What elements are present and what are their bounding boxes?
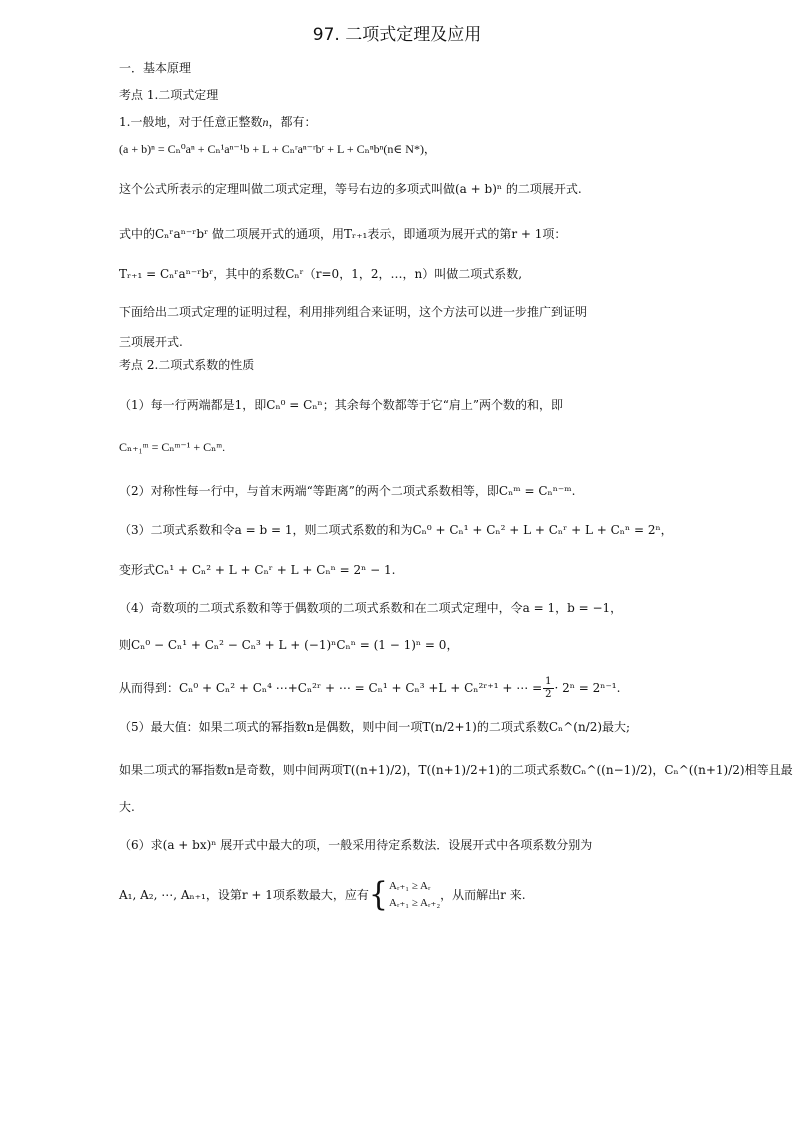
section-heading-point1: 考点 1.二项式定理 bbox=[119, 88, 219, 102]
fraction-one-half: $\frac{1}{2}$ bbox=[545, 676, 552, 700]
property-4-line2: 则Cₙ⁰ − Cₙ¹ + Cₙ² − Cₙ³ + L + (−1)ⁿCₙⁿ = (1 − 1)ⁿ = 0， bbox=[119, 638, 459, 652]
property-5-line3: 大. bbox=[119, 800, 135, 814]
property-4-line3 bbox=[119, 676, 620, 701]
left-brace-icon: { bbox=[368, 875, 388, 914]
text-lead: 从而得到：Cₙ⁰ + Cₙ² + Cₙ⁴ ⋯+Cₙ²ʳ + ⋯ = Cₙ¹ + Cₙ³ +L + Cₙ²ʳ⁺¹ + ⋯ = bbox=[119, 681, 543, 695]
property-5-line1: （5）最大值：如果二项式的幂指数n是偶数，则中间一项T(n/2+1)的二项式系数Cₙ^(n/2)最大; bbox=[119, 720, 631, 734]
paragraph-general-term: 式中的Cₙʳaⁿ⁻ʳbʳ 做二项展开式的通项，用Tᵣ₊₁表示，即通项为展开式的第r + 1项： bbox=[119, 227, 567, 241]
property-1-line1: （1）每一行两端都是1，即Cₙ⁰ = Cₙⁿ；其余每个数都等于它“肩上”两个数的和，即 bbox=[119, 398, 563, 412]
binomial-theorem-formula: (a + b)ⁿ = Cₙ⁰aⁿ + Cₙ¹aⁿ⁻¹b + L + Cₙʳaⁿ⁻ʳbʳ + L + Cₙⁿbⁿ(n∈ N*)， bbox=[119, 142, 436, 156]
page-title: 97. 二项式定理及应用 bbox=[312, 25, 482, 45]
property-3-sum-line2: 变形式Cₙ¹ + Cₙ² + L + Cₙʳ + L + Cₙⁿ = 2ⁿ − 1. bbox=[119, 563, 396, 577]
text-tail: · 2ⁿ = 2ⁿ⁻¹. bbox=[554, 681, 621, 695]
text-tail: ，从而解出r 来. bbox=[440, 888, 526, 902]
property-1-formula: Cₙ₊₁ᵐ = Cₙᵐ⁻¹ + Cₙᵐ. bbox=[119, 440, 226, 454]
property-6-line1: （6）求(a + bx)ⁿ 展开式中最大的项，一般采用待定系数法．设展开式中各项系数分别为 bbox=[119, 838, 593, 852]
section-heading-point2: 考点 2.二项式系数的性质 bbox=[119, 358, 255, 372]
property-3-sum-line1: （3）二项式系数和令a = b = 1，则二项式系数的和为Cₙ⁰ + Cₙ¹ + Cₙ² + L + Cₙʳ + L + Cₙⁿ = 2ⁿ， bbox=[119, 523, 673, 537]
paragraph-theorem-name: 这个公式所表示的定理叫做二项式定理，等号右边的多项式叫做(a + b)ⁿ 的二项展开式. bbox=[119, 182, 582, 196]
text-tail: ，都有： bbox=[268, 115, 317, 129]
section-heading-basic-principle: 一．基本原理 bbox=[119, 61, 192, 75]
paragraph-proof-note-line2: 三项展开式. bbox=[119, 335, 183, 349]
math-n: n bbox=[262, 115, 269, 129]
paragraph-general-statement bbox=[119, 116, 316, 128]
text-lead: 1.一般地，对于任意正整数 bbox=[119, 115, 263, 129]
text-lead: A₁, A₂, ⋯, Aₙ₊₁，设第r + 1项系数最大，应有 bbox=[119, 888, 369, 902]
property-2-symmetry: （2）对称性每一行中，与首末两端“等距离”的两个二项式系数相等，即Cₙᵐ = Cₙⁿ⁻ᵐ. bbox=[119, 484, 576, 498]
paragraph-binomial-coefficient: Tᵣ₊₁ = Cₙʳaⁿ⁻ʳbʳ，其中的系数Cₙʳ（r=0，1，2，…，n）叫做二项式系数, bbox=[119, 267, 523, 281]
property-5-line2: 如果二项式的幂指数n是奇数，则中间两项T((n+1)/2)，T((n+1)/2+1)的二项式系数Cₙ^((n−1)/2)，Cₙ^((n+1)/2)相等且最 bbox=[119, 763, 793, 777]
property-4-line1: （4）奇数项的二项式系数和等于偶数项的二项式系数和在二项式定理中，令a = 1，b = −1， bbox=[119, 601, 623, 615]
inequality-system: Aᵣ₊₁ ≥ Aᵣ Aᵣ₊₁ ≥ Aᵣ₊₂ bbox=[389, 880, 441, 909]
paragraph-proof-note-line1: 下面给出二项式定理的证明过程，利用排列组合来证明，这个方法可以进一步推广到证明 bbox=[119, 305, 588, 319]
property-6-line2 bbox=[119, 875, 526, 914]
